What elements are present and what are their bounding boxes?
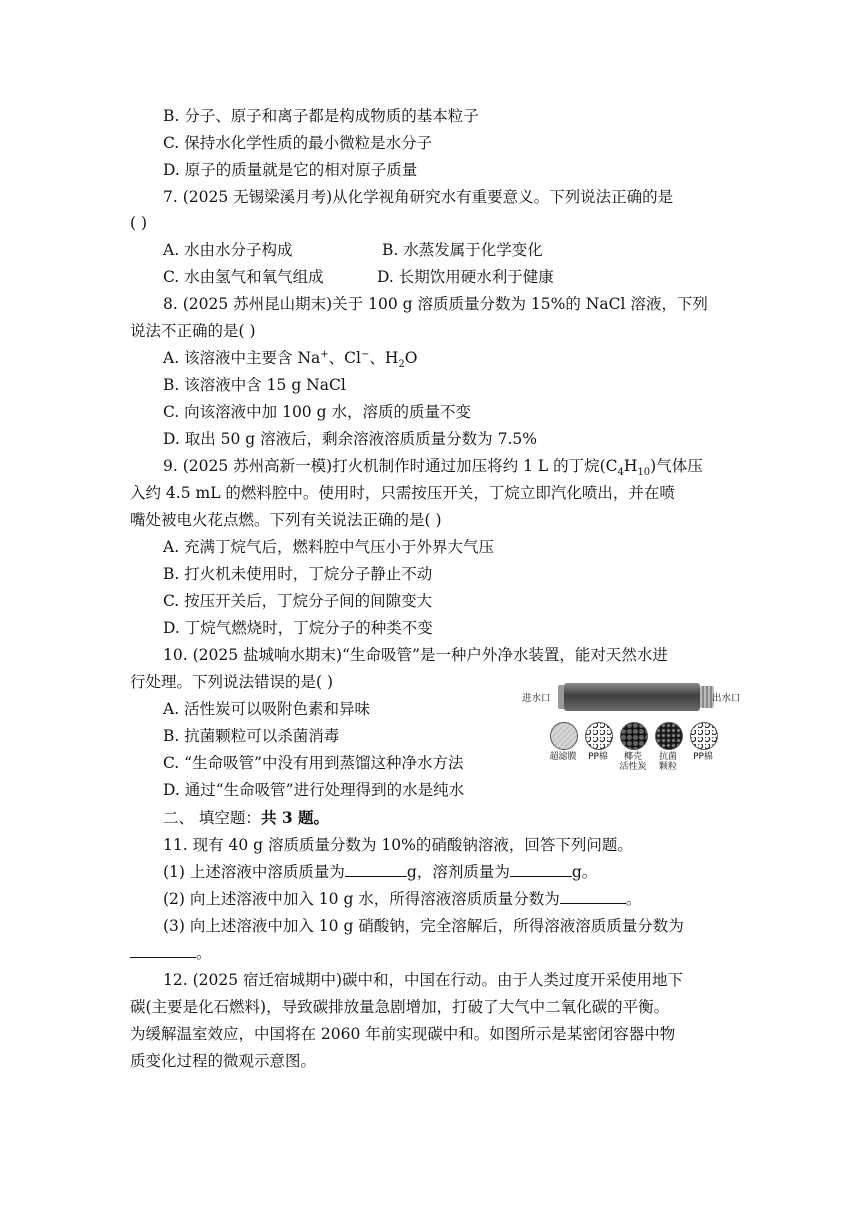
q9-stem-cont-1: 入约 4.5 mL 的燃料腔中。使用时，只需按压开关，丁烷立即汽化喷出，并在喷 [130,484,675,502]
q8-option-c: C. 向该溶液中加 100 g 水，溶质的质量不变 [163,403,471,421]
q7-option-a: A. 水由水分子构成 [163,241,293,259]
outlet-label: 出水口 [712,693,741,704]
q6-option-b: B. 分子、原子和离子都是构成物质的基本粒子 [163,107,479,125]
q8-option-d: D. 取出 50 g 溶液后，剩余溶液溶质质量分数为 7.5% [163,430,537,448]
q10-option-c: C. “生命吸管”中没有用到蒸馏这种净水方法 [163,754,464,772]
q10-stem-cont: 行处理。下列说法错误的是( ) [130,673,334,691]
life-straw-figure [522,680,744,790]
q8-option-b: B. 该溶液中含 15 g NaCl [163,376,346,394]
q10-option-b: B. 抗菌颗粒可以杀菌消毒 [163,727,340,745]
q11-stem: 11. 现有 40 g 溶质质量分数为 10%的硝酸钠溶液，回答下列问题。 [163,836,633,854]
layer-label-ultrafiltration: 超滤膜 [549,752,577,762]
q8-stem-cont: 说法不正确的是( ) [130,322,256,340]
q9-stem: 9. (2025 苏州高新一模)打火机制作时通过加压将约 1 L 的丁烷$(C_4H_{10})$气体压 [163,457,703,479]
straw-tube [564,683,700,711]
q6-option-c: C. 保持水化学性质的最小微粒是水分子 [163,134,433,152]
q10-option-a: A. 活性炭可以吸附色素和异味 [163,700,371,718]
pp-cotton-icon [585,722,613,750]
layer-label-antibacterial: 抗菌 颗粒 [658,752,677,772]
q9-option-d: D. 丁烷气燃烧时，丁烷分子的种类不变 [163,619,433,637]
answer-blank[interactable] [560,889,626,904]
answer-blank[interactable] [130,943,196,958]
q11-part-3-answer: 。 [130,943,212,963]
q7-option-b: B. 水蒸发属于化学变化 [382,241,543,259]
q12-stem-cont-1: 碳(主要是化石燃料)，导致碳排放量急剧增加，打破了大气中二氧化碳的平衡。 [130,998,670,1016]
q7-answer-paren: ( ) [130,214,148,232]
q8-option-a: A. 该溶液中主要含 Na+、Cl−、$H_2O$ [163,348,418,371]
layer-label-pp-cotton: PP棉 [588,752,608,762]
q12-stem-cont-3: 质变化过程的微观示意图。 [130,1052,317,1070]
q9-option-b: B. 打火机未使用时，丁烷分子静止不动 [163,565,433,583]
q11-part-3: (3) 向上述溶液中加入 10 g 硝酸钠，完全溶解后，所得溶液溶质质量分数为 [163,917,684,935]
answer-blank[interactable] [510,862,572,877]
q9-option-c: C. 按压开关后，丁烷分子间的间隙变大 [163,592,433,610]
q9-stem-cont-2: 嘴处被电火花点燃。下列有关说法正确的是( ) [130,511,442,529]
q9-option-a: A. 充满丁烷气后，燃料腔中气压小于外界大气压 [163,538,495,556]
section-2-title: 二、 填空题：共 3 题。 [163,808,330,827]
q10-stem: 10. (2025 盐城响水期末)“生命吸管”是一种户外净水装置，能对天然水进 [163,646,668,664]
pp-cotton-icon [690,722,718,750]
q7-stem: 7. (2025 无锡梁溪月考)从化学视角研究水有重要意义。下列说法正确的是 [163,188,674,206]
q10-option-d: D. 通过“生命吸管”进行处理得到的水是纯水 [163,781,465,799]
antibacterial-granules-icon [655,722,683,750]
q12-stem: 12. (2025 宿迁宿城期中)碳中和，中国在行动。由于人类过度开采使用地下 [163,971,684,989]
q7-option-c: C. 水由氢气和氧气组成 [163,268,324,286]
inlet-label: 进水口 [522,693,551,704]
q11-part-1: (1) 上述溶液中溶质质量为 g，溶剂质量为 g。 [163,863,598,881]
layer-label-pp-cotton-2: PP棉 [693,752,713,762]
q6-option-d: D. 原子的质量就是它的相对原子质量 [163,161,418,179]
ultrafiltration-membrane-icon [550,722,578,750]
answer-blank[interactable] [345,862,407,877]
coconut-activated-carbon-icon [620,722,648,750]
q12-stem-cont-2: 为缓解温室效应，中国将在 2060 年前实现碳中和。如图所示是某密闭容器中物 [130,1025,676,1043]
q8-stem: 8. (2025 苏州昆山期末)关于 100 g 溶质质量分数为 15%的 NaCl 溶液，下列 [163,295,708,313]
q11-part-2: (2) 向上述溶液中加入 10 g 水，所得溶液溶质质量分数为 。 [163,890,642,908]
layer-label-activated-carbon: 椰壳 活性炭 [619,752,647,772]
q7-option-d: D. 长期饮用硬水利于健康 [377,268,554,286]
